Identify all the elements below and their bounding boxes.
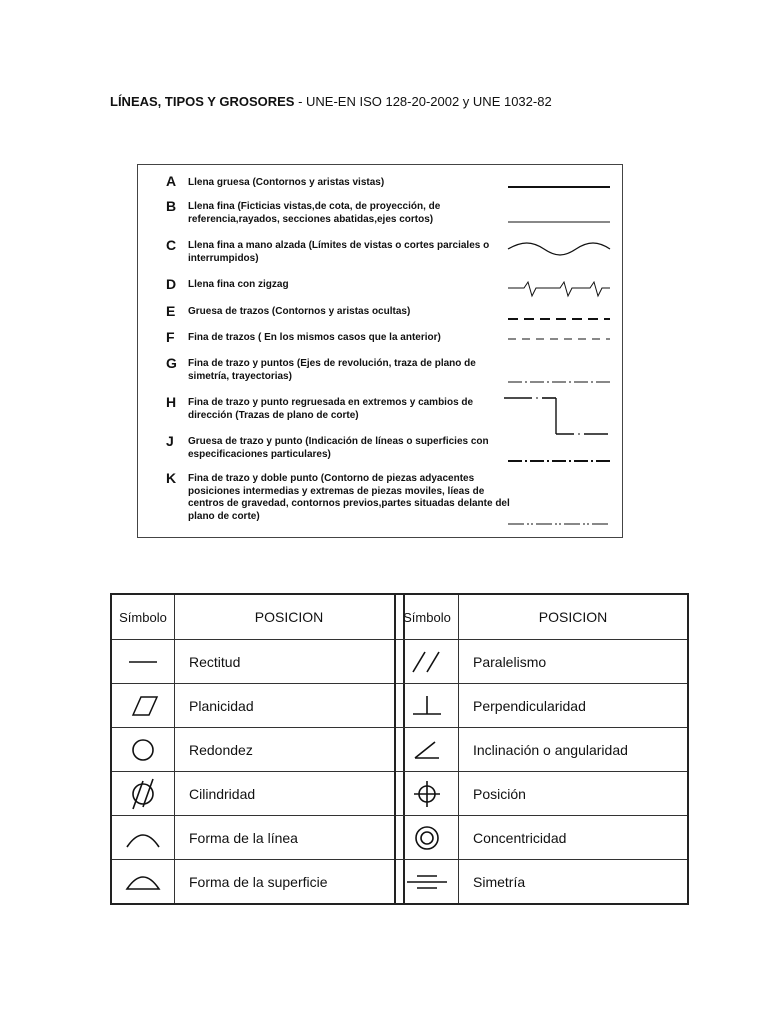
line-description: Llena fina a mano alzada (Límites de vistas o cortes parciales o interrumpidos) <box>188 240 490 264</box>
page-title-rest: - UNE-EN ISO 128-20-2002 y UNE 1032-82 <box>294 94 552 109</box>
form-tolerance-table <box>110 593 405 905</box>
flatness-icon <box>111 684 175 728</box>
cylindricity-icon <box>111 772 175 816</box>
symmetry-icon <box>395 860 459 905</box>
table-row <box>395 772 688 816</box>
line-description: Fina de trazo y punto regruesada en extremos y cambios de dirección (Trazas de plano de corte) <box>188 397 474 421</box>
table-row <box>111 816 404 860</box>
line-description: Gruesa de trazos (Contornos y aristas ocultas) <box>188 306 411 317</box>
symbol-column-header: Símbolo <box>395 594 459 640</box>
line-types-panel <box>137 164 623 538</box>
line-profile-icon <box>111 816 175 860</box>
roundness-icon <box>111 728 175 772</box>
concentricity-icon <box>395 816 459 860</box>
angularity-icon <box>395 728 459 772</box>
line-description: Fina de trazos ( En los mismos casos que la anterior) <box>188 332 441 343</box>
straightness-icon <box>111 640 175 684</box>
symbol-label: Simetría <box>459 860 689 905</box>
line-description: Gruesa de trazo y punto (Indicación de líneas o superficies con especificaciones particulares) <box>188 436 489 460</box>
page-title-bold: LÍNEAS, TIPOS Y GROSORES <box>110 94 295 109</box>
line-letter: G <box>166 355 177 371</box>
symbol-label: Paralelismo <box>459 640 689 684</box>
position-column-header: POSICION <box>459 594 689 640</box>
position-column-header: POSICION <box>175 594 405 640</box>
symbol-label: Perpendicularidad <box>459 684 689 728</box>
line-letter: C <box>166 237 177 253</box>
position-icon <box>395 772 459 816</box>
table-row <box>111 640 404 684</box>
orientation-location-tolerance-table <box>394 593 689 905</box>
table-row <box>395 860 688 905</box>
line-description: Llena fina (Ficticias vistas,de cota, de proyección, de referencia,rayados, secciones abatidas,ejes cortos) <box>188 201 441 225</box>
dash-double-dot-line-sample <box>502 470 612 520</box>
symbol-label: Concentricidad <box>459 816 689 860</box>
line-description: Llena gruesa (Contornos y aristas vistas) <box>188 177 385 188</box>
symbol-label: Posición <box>459 772 689 816</box>
table-row <box>395 640 688 684</box>
line-letter: J <box>166 433 174 449</box>
perpendicularity-icon <box>395 684 459 728</box>
line-letter: E <box>166 303 176 319</box>
line-description: Fina de trazo y doble punto (Contorno de piezas adyacentes posiciones intermedias y extremas de piezas moviles, líeas de centros de gravedad, contornos previos,partes situadas delante del plano de corte) <box>188 473 510 522</box>
table-row <box>111 860 404 905</box>
line-description: Llena fina con zigzag <box>188 279 289 290</box>
line-letter: F <box>166 329 175 345</box>
symbol-label: Cilindridad <box>175 772 405 816</box>
line-letter: H <box>166 394 177 410</box>
surface-profile-icon <box>111 860 175 905</box>
symbol-label: Forma de la línea <box>175 816 405 860</box>
symbol-column-header: Símbolo <box>111 594 175 640</box>
symbol-label: Redondez <box>175 728 405 772</box>
symbol-label: Planicidad <box>175 684 405 728</box>
symbol-label: Forma de la superficie <box>175 860 405 905</box>
line-letter: K <box>166 470 177 486</box>
table-header-row <box>395 594 688 640</box>
table-row <box>111 772 404 816</box>
line-letter: D <box>166 276 177 292</box>
line-description: Fina de trazo y puntos (Ejes de revolución, traza de plano de simetría, trayectorias) <box>188 358 476 382</box>
table-row <box>111 684 404 728</box>
table-row <box>111 728 404 772</box>
page-title <box>110 94 552 109</box>
parallelism-icon <box>395 640 459 684</box>
table-header-row <box>111 594 404 640</box>
line-letter: B <box>166 198 177 214</box>
symbol-label: Rectitud <box>175 640 405 684</box>
line-letter: A <box>166 173 177 189</box>
table-row <box>395 684 688 728</box>
symbol-label: Inclinación o angularidad <box>459 728 689 772</box>
table-row <box>395 728 688 772</box>
table-row <box>395 816 688 860</box>
